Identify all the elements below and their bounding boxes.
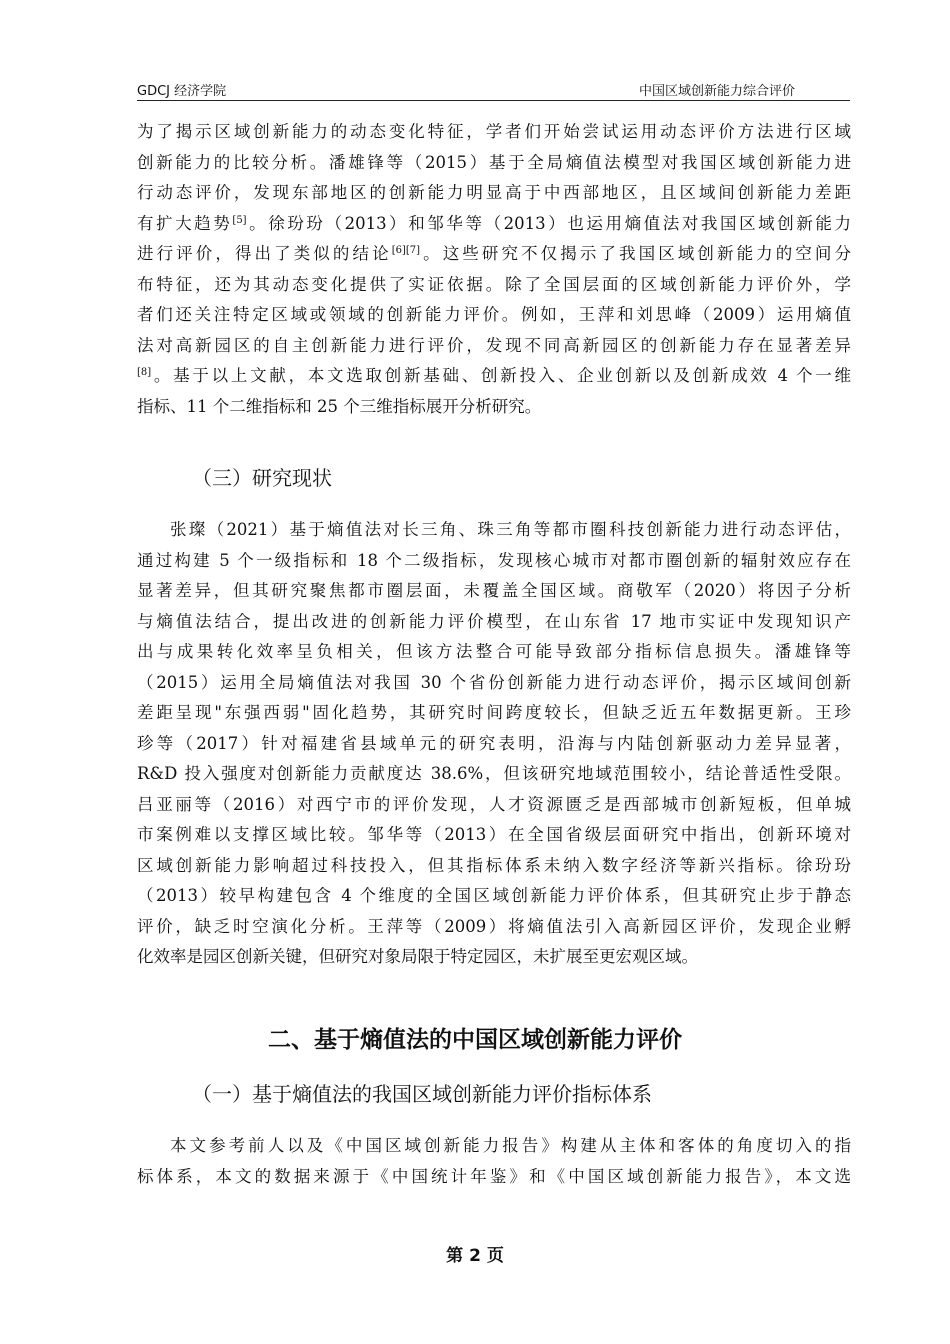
text-line: （2013）较早构建包含 4 个维度的全国区域创新能力评价体系，但其研究止步于静态 — [137, 886, 851, 905]
header-left: GDCJ 经济学院 — [137, 84, 227, 99]
text-line: （2015）运用全局熵值法对我国 30 个省份创新能力进行动态评价，揭示区域间创新 — [137, 672, 851, 692]
chapter-heading: 二、基于熵值法的中国区域创新能力评价 — [268, 1027, 682, 1053]
text-line: 出与成果转化效率呈负相关，但该方法整合可能导致部分指标信息损失。潘雄锋等 — [137, 642, 851, 661]
text-line: 市案例难以支撑区域比较。邹华等（2013）在全国省级层面研究中指出，创新环境对 — [137, 825, 851, 844]
text-line: 法对高新园区的自主创新能力进行评价，发现不同高新园区的创新能力存在显著差异 — [137, 335, 851, 355]
citation-ref: [6][7] — [391, 245, 421, 256]
text-line: 标体系，本文的数据来源于《中国统计年鉴》和《中国区域创新能力报告》，本文选 — [137, 1166, 851, 1186]
paragraph-2 — [137, 515, 851, 973]
header-right: 中国区域创新能力综合评价 — [638, 84, 795, 99]
section-heading: （三）研究现状 — [192, 466, 332, 490]
text-line: [8]。基于以上文献，本文选取创新基础、创新投入、企业创新以及创新成效 4 个一维 — [137, 366, 851, 385]
paragraph-1 — [137, 117, 851, 422]
page-header — [137, 78, 850, 101]
text-line: 者们还关注特定区域或领域的创新能力评价。例如，王萍和刘思峰（2009）运用熵值 — [137, 305, 851, 324]
text-line: 为了揭示区域创新能力的动态变化特征，学者们开始尝试运用动态评价方法进行区域 — [137, 122, 851, 141]
text-line: 本文参考前人以及《中国区域创新能力报告》构建从主体和客体的角度切入的指 — [170, 1136, 851, 1155]
text-line: 评价，缺乏时空演化分析。王萍等（2009）将熵值法引入高新园区评价，发现企业孵 — [137, 916, 851, 936]
text-line: 创新能力的比较分析。潘雄锋等（2015）基于全局熵值法模型对我国区域创新能力进 — [137, 152, 851, 172]
text-line: 化效率是园区创新关键，但研究对象局限于特定园区，未扩展至更宏观区域。 — [137, 947, 698, 966]
text-line: 有扩大趋势[5]。徐玢玢（2013）和邹华等（2013）也运用熵值法对我国区域创新能力 — [137, 213, 851, 233]
text-line: 布特征，还为其动态变化提供了实证依据。除了全国层面的区域创新能力评价外，学 — [137, 274, 851, 294]
text-line: 进行评价，得出了类似的结论[6][7]。这些研究不仅揭示了我国区域创新能力的空间分 — [137, 244, 851, 263]
text-line: 显著差异，但其研究聚焦都市圈层面，未覆盖全国区域。商敬军（2020）将因子分析 — [137, 581, 851, 600]
text-line: 通过构建 5 个一级指标和 18 个二级指标，发现核心城市对都市圈创新的辐射效应存在 — [137, 550, 851, 570]
text-line: 吕亚丽等（2016）对西宁市的评价发现，人才资源匮乏是西部城市创新短板，但单城 — [137, 794, 851, 814]
citation-ref: [5] — [232, 214, 247, 226]
paragraph-3 — [137, 1131, 851, 1192]
text-line: 指标、11 个二维指标和 25 个三维指标展开分析研究。 — [137, 396, 542, 416]
text-line: R&D 投入强度对创新能力贡献度达 38.6%，但该研究地域范围较小，结论普适性受限。 — [137, 764, 851, 783]
section-heading: （一）基于熵值法的我国区域创新能力评价指标体系 — [192, 1082, 652, 1106]
text-line: 珍等（2017）针对福建省县域单元的研究表明，沿海与内陆创新驱动力差异显著， — [137, 733, 851, 753]
text-line: 行动态评价，发现东部地区的创新能力明显高于中西部地区，且区域间创新能力差距 — [137, 183, 851, 202]
page-number: 第 2 页 — [446, 1246, 504, 1266]
text-line: 差距呈现"东强西弱"固化趋势，其研究时间跨度较长，但缺乏近五年数据更新。王珍 — [137, 703, 851, 722]
text-line: 与熵值法结合，提出改进的创新能力评价模型，在山东省 17 地市实证中发现知识产 — [137, 611, 851, 631]
text-line: 张璨（2021）基于熵值法对长三角、珠三角等都市圈科技创新能力进行动态评估， — [170, 520, 851, 539]
citation-ref: [8] — [137, 367, 152, 378]
text-line: 区域创新能力影响超过科技投入，但其指标体系未纳入数字经济等新兴指标。徐玢玢 — [137, 855, 851, 875]
